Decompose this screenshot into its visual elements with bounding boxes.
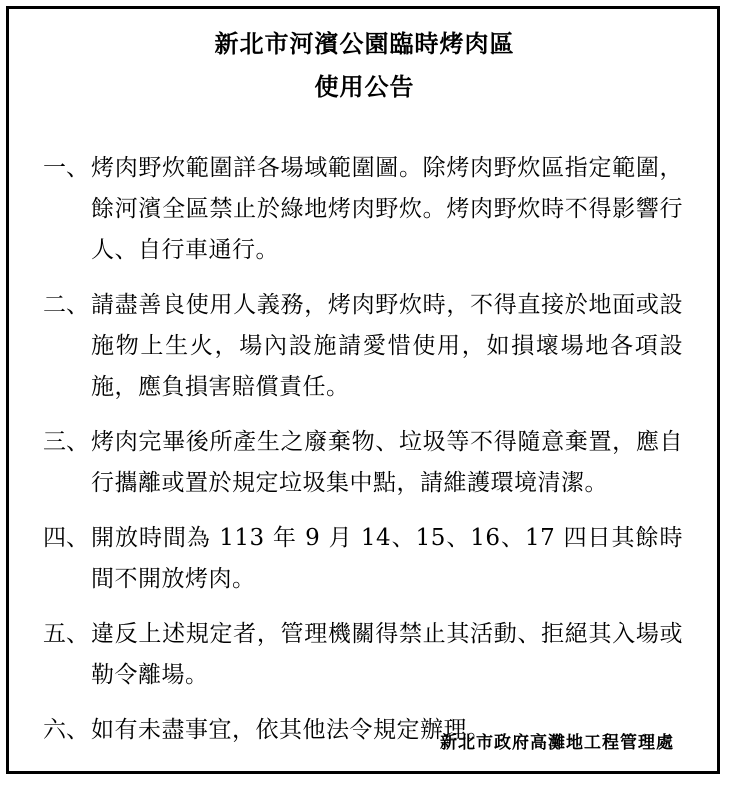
notice-item-5 — [43, 614, 683, 696]
item-text: 開放時間為 113 年 9 月 14、15、16、17 四日其餘時間不開放烤肉。 — [91, 525, 683, 592]
item-text: 烤肉完畢後所產生之廢棄物、垃圾等不得隨意棄置，應自行攜離或置於規定垃圾集中點，請維護環境清潔。 — [91, 429, 683, 496]
item-marker: 二、 — [43, 292, 89, 318]
notice-subtitle: 使用公告 — [314, 72, 415, 101]
notice-items — [43, 148, 683, 765]
notice-item-3 — [43, 422, 683, 504]
item-marker: 六、 — [43, 717, 89, 743]
item-marker: 四、 — [43, 525, 89, 551]
notice-item-4 — [43, 518, 683, 600]
notice-item-1 — [43, 148, 683, 271]
notice-item-2 — [43, 285, 683, 408]
item-text: 請盡善良使用人義務，烤肉野炊時，不得直接於地面或設施物上生火，場內設施請愛惜使用，如損壞場地各項設施，應負損害賠償責任。 — [91, 292, 683, 400]
notice-title: 新北市河濱公園臨時烤肉區 — [214, 29, 515, 58]
item-marker: 一、 — [43, 155, 89, 181]
item-text: 如有未盡事宜，依其他法令規定辦理。 — [91, 717, 491, 743]
item-marker: 五、 — [43, 621, 89, 647]
issuer-signature: 新北市政府高灘地工程管理處 — [440, 733, 674, 753]
item-text: 烤肉野炊範圍詳各場域範圍圖。除烤肉野炊區指定範圍，餘河濱全區禁止於綠地烤肉野炊。烤肉野炊時不得影響行人、自行車通行。 — [91, 155, 683, 263]
item-text: 違反上述規定者，管理機關得禁止其活動、拒絕其入場或勒令離場。 — [91, 621, 683, 688]
item-marker: 三、 — [43, 429, 89, 455]
